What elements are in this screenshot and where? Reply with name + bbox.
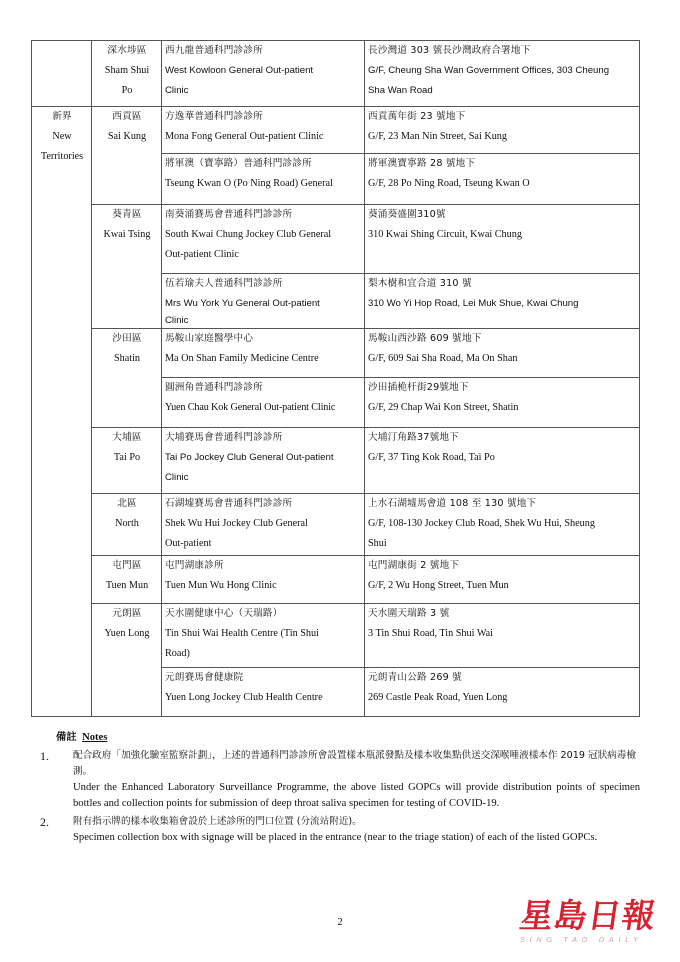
logo-zh: 星島日報 xyxy=(517,896,659,935)
address-en: 310 Wo Yi Hop Road, Lei Muk Shue, Kwai Chung xyxy=(368,298,579,309)
clinic-name-en: Tuen Mun Wu Hong Clinic xyxy=(165,580,277,591)
district-en: North xyxy=(115,518,139,529)
address-zh: 長沙灣道 303 號長沙灣政府合署地下 xyxy=(368,45,531,56)
note-number: 2. xyxy=(40,815,49,829)
clinic-name-en: Clinic xyxy=(165,472,189,483)
address-cell xyxy=(365,556,640,604)
table-row xyxy=(32,329,640,378)
district-zh: 元朗區 xyxy=(112,608,142,619)
address-en: G/F, 23 Man Nin Street, Sai Kung xyxy=(368,131,507,142)
district-cell xyxy=(92,329,162,428)
district-cell xyxy=(92,428,162,494)
address-cell xyxy=(365,205,640,274)
address-zh: 天水圍天瑞路 3 號 xyxy=(368,608,450,619)
clinic-name-zh: 圓洲角普通科門診診所 xyxy=(165,382,263,393)
clinic-cell xyxy=(162,556,365,604)
clinic-name-en: Mona Fong General Out-patient Clinic xyxy=(165,131,324,142)
table-row xyxy=(32,556,640,604)
clinic-name-en: Clinic xyxy=(165,85,189,96)
address-en: 269 Castle Peak Road, Yuen Long xyxy=(368,692,508,703)
clinic-name-zh: 馬鞍山家庭醫學中心 xyxy=(165,333,254,344)
district-cell xyxy=(92,556,162,604)
district-en: Po xyxy=(121,85,133,96)
clinic-name-en: Tseung Kwan O (Po Ning Road) General xyxy=(165,178,333,189)
clinic-name-en: Out-patient xyxy=(165,538,212,549)
clinic-name-zh: 大埔賽馬會普通科門診診所 xyxy=(165,432,283,443)
address-zh: 葵涌葵盛圍310號 xyxy=(368,209,446,220)
notes-heading-zh: 備註 xyxy=(56,732,77,743)
clinic-name-en: Yuen Chau Kok General Out-patient Clinic xyxy=(165,402,336,413)
notes-heading-en: Notes xyxy=(82,732,108,743)
region-cell-new-territories xyxy=(32,107,92,717)
note-item xyxy=(40,748,640,812)
clinic-cell xyxy=(162,668,365,717)
clinic-name-zh: 西九龍普通科門診診所 xyxy=(165,45,263,56)
table-row xyxy=(32,41,640,107)
table-row xyxy=(32,107,640,154)
address-zh: 梨木樹和宜合道 310 號 xyxy=(368,278,472,289)
address-cell xyxy=(365,41,640,107)
table-row xyxy=(32,494,640,556)
notes-heading xyxy=(56,730,640,746)
clinic-name-en: Shek Wu Hui Jockey Club General xyxy=(165,518,308,529)
district-en: Yuen Long xyxy=(104,628,150,639)
clinic-name-en: Tai Po Jockey Club General Out-patient xyxy=(165,452,334,463)
district-zh: 屯門區 xyxy=(112,560,142,571)
notes-section xyxy=(40,730,640,846)
district-en: Tai Po xyxy=(113,452,141,463)
clinic-cell xyxy=(162,107,365,154)
address-zh: 馬鞍山西沙路 609 號地下 xyxy=(368,333,482,344)
note-text-en: Under the Enhanced Laboratory Surveillance Programme, the above listed GOPCs will provide distribution points of specimen bottles and collection points for submission of deep throat saliva specimen for testing of COVID-19. xyxy=(73,782,640,809)
address-zh: 上水石湖墟馬會道 108 至 130 號地下 xyxy=(368,498,537,509)
address-zh: 將軍澳寶寧路 28 號地下 xyxy=(368,158,476,169)
district-en: Shatin xyxy=(113,353,141,364)
address-en: G/F, 2 Wu Hong Street, Tuen Mun xyxy=(368,580,509,591)
clinic-name-en: Mrs Wu York Yu General Out-patient xyxy=(165,298,320,309)
address-zh: 沙田插桅杆街29號地下 xyxy=(368,382,469,393)
clinic-name-zh: 天水圍健康中心（天瑞路） xyxy=(165,608,283,619)
clinic-name-en: West Kowloon General Out-patient xyxy=(165,65,314,76)
district-zh: 北區 xyxy=(117,498,137,509)
table-row xyxy=(32,428,640,494)
clinic-name-en: Road) xyxy=(165,648,190,659)
district-cell xyxy=(92,494,162,556)
clinic-name-en: Ma On Shan Family Medicine Centre xyxy=(165,353,319,364)
address-en: 310 Kwai Shing Circuit, Kwai Chung xyxy=(368,229,522,240)
clinic-cell xyxy=(162,494,365,556)
address-en: G/F, 37 Ting Kok Road, Tai Po xyxy=(368,452,495,463)
region-en: New xyxy=(52,131,72,142)
address-cell xyxy=(365,274,640,329)
district-zh: 葵青區 xyxy=(112,209,142,220)
address-cell xyxy=(365,378,640,428)
region-cell xyxy=(32,41,92,107)
clinic-name-en: South Kwai Chung Jockey Club General xyxy=(165,229,332,240)
address-en: G/F, 609 Sai Sha Road, Ma On Shan xyxy=(368,353,518,364)
table-row xyxy=(32,604,640,668)
address-en: G/F, 108-130 Jockey Club Road, Shek Wu Hui, Sheung xyxy=(368,518,595,529)
clinic-name-zh: 將軍澳（寶寧路）普通科門診診所 xyxy=(165,158,312,169)
district-zh: 沙田區 xyxy=(112,333,142,344)
clinic-cell xyxy=(162,154,365,205)
district-en: Sai Kung xyxy=(107,131,147,142)
clinic-name-en: Yuen Long Jockey Club Health Centre xyxy=(165,692,323,703)
clinic-cell xyxy=(162,41,365,107)
address-en: 3 Tin Shui Road, Tin Shui Wai xyxy=(368,628,493,639)
district-zh: 深水埗區 xyxy=(107,45,147,56)
address-cell xyxy=(365,604,640,668)
address-cell xyxy=(365,494,640,556)
district-zh: 西貢區 xyxy=(112,111,142,122)
note-text-zh: 配合政府「加強化驗室監察計劃」，上述的普通科門診診所會設置樣本瓶派發點及樣本收集點供送交深喉唾液樣本作 2019 冠狀病毒檢測。 xyxy=(73,750,636,777)
district-cell xyxy=(92,107,162,205)
clinic-name-en: Out-patient Clinic xyxy=(165,249,239,260)
clinic-cell xyxy=(162,329,365,378)
note-text-en: Specimen collection box with signage will be placed in the entrance (near to the triage station) of each of the listed GOPCs. xyxy=(73,832,598,843)
clinic-name-en: Clinic xyxy=(165,315,189,326)
clinic-name-zh: 方逸華普通科門診診所 xyxy=(165,111,263,122)
clinic-table xyxy=(31,40,640,717)
page-number: 2 xyxy=(337,917,343,928)
region-en: Territories xyxy=(40,151,84,162)
sing-tao-logo xyxy=(517,896,666,950)
address-en: Shui xyxy=(368,538,387,549)
district-cell xyxy=(92,41,162,107)
address-en: G/F, Cheung Sha Wan Government Offices, 303 Cheung xyxy=(368,65,610,76)
address-zh: 元朗青山公路 269 號 xyxy=(368,672,462,683)
address-zh: 大埔汀角路37號地下 xyxy=(368,432,459,443)
clinic-cell xyxy=(162,604,365,668)
district-cell xyxy=(92,604,162,717)
address-zh: 西貢萬年街 23 號地下 xyxy=(368,111,466,122)
address-en: G/F, 28 Po Ning Road, Tseung Kwan O xyxy=(368,178,530,189)
district-cell xyxy=(92,205,162,329)
clinic-name-zh: 南葵涌賽馬會普通科門診診所 xyxy=(165,209,293,220)
clinic-cell xyxy=(162,378,365,428)
note-text-zh: 附有指示牌的樣本收集箱會設於上述診所的門口位置 (分流站附近)。 xyxy=(73,816,362,827)
district-en: Kwai Tsing xyxy=(103,229,151,240)
clinic-cell xyxy=(162,428,365,494)
clinic-name-en: Tin Shui Wai Health Centre (Tin Shui xyxy=(165,628,319,639)
clinic-cell xyxy=(162,205,365,274)
note-number: 1. xyxy=(40,749,49,763)
logo-en: SING TAO DAILY xyxy=(520,935,643,944)
address-zh: 屯門湖康街 2 號地下 xyxy=(368,560,460,571)
district-zh: 大埔區 xyxy=(112,432,142,443)
address-en: G/F, 29 Chap Wai Kon Street, Shatin xyxy=(368,402,519,413)
clinic-name-zh: 元朗賽馬會健康院 xyxy=(165,672,244,683)
clinic-name-zh: 屯門湖康診所 xyxy=(165,560,224,571)
district-en: Sham Shui xyxy=(104,65,150,76)
clinic-cell xyxy=(162,274,365,329)
address-cell xyxy=(365,668,640,717)
table-row xyxy=(32,205,640,274)
note-item xyxy=(40,814,640,846)
address-cell xyxy=(365,154,640,205)
address-cell xyxy=(365,329,640,378)
address-en: Sha Wan Road xyxy=(368,85,433,96)
district-en: Tuen Mun xyxy=(105,580,149,591)
address-cell xyxy=(365,428,640,494)
region-zh: 新界 xyxy=(52,111,72,122)
clinic-name-zh: 石湖墟賽馬會普通科門診診所 xyxy=(165,498,293,509)
address-cell xyxy=(365,107,640,154)
clinic-name-zh: 伍若瑜夫人普通科門診診所 xyxy=(165,278,283,289)
